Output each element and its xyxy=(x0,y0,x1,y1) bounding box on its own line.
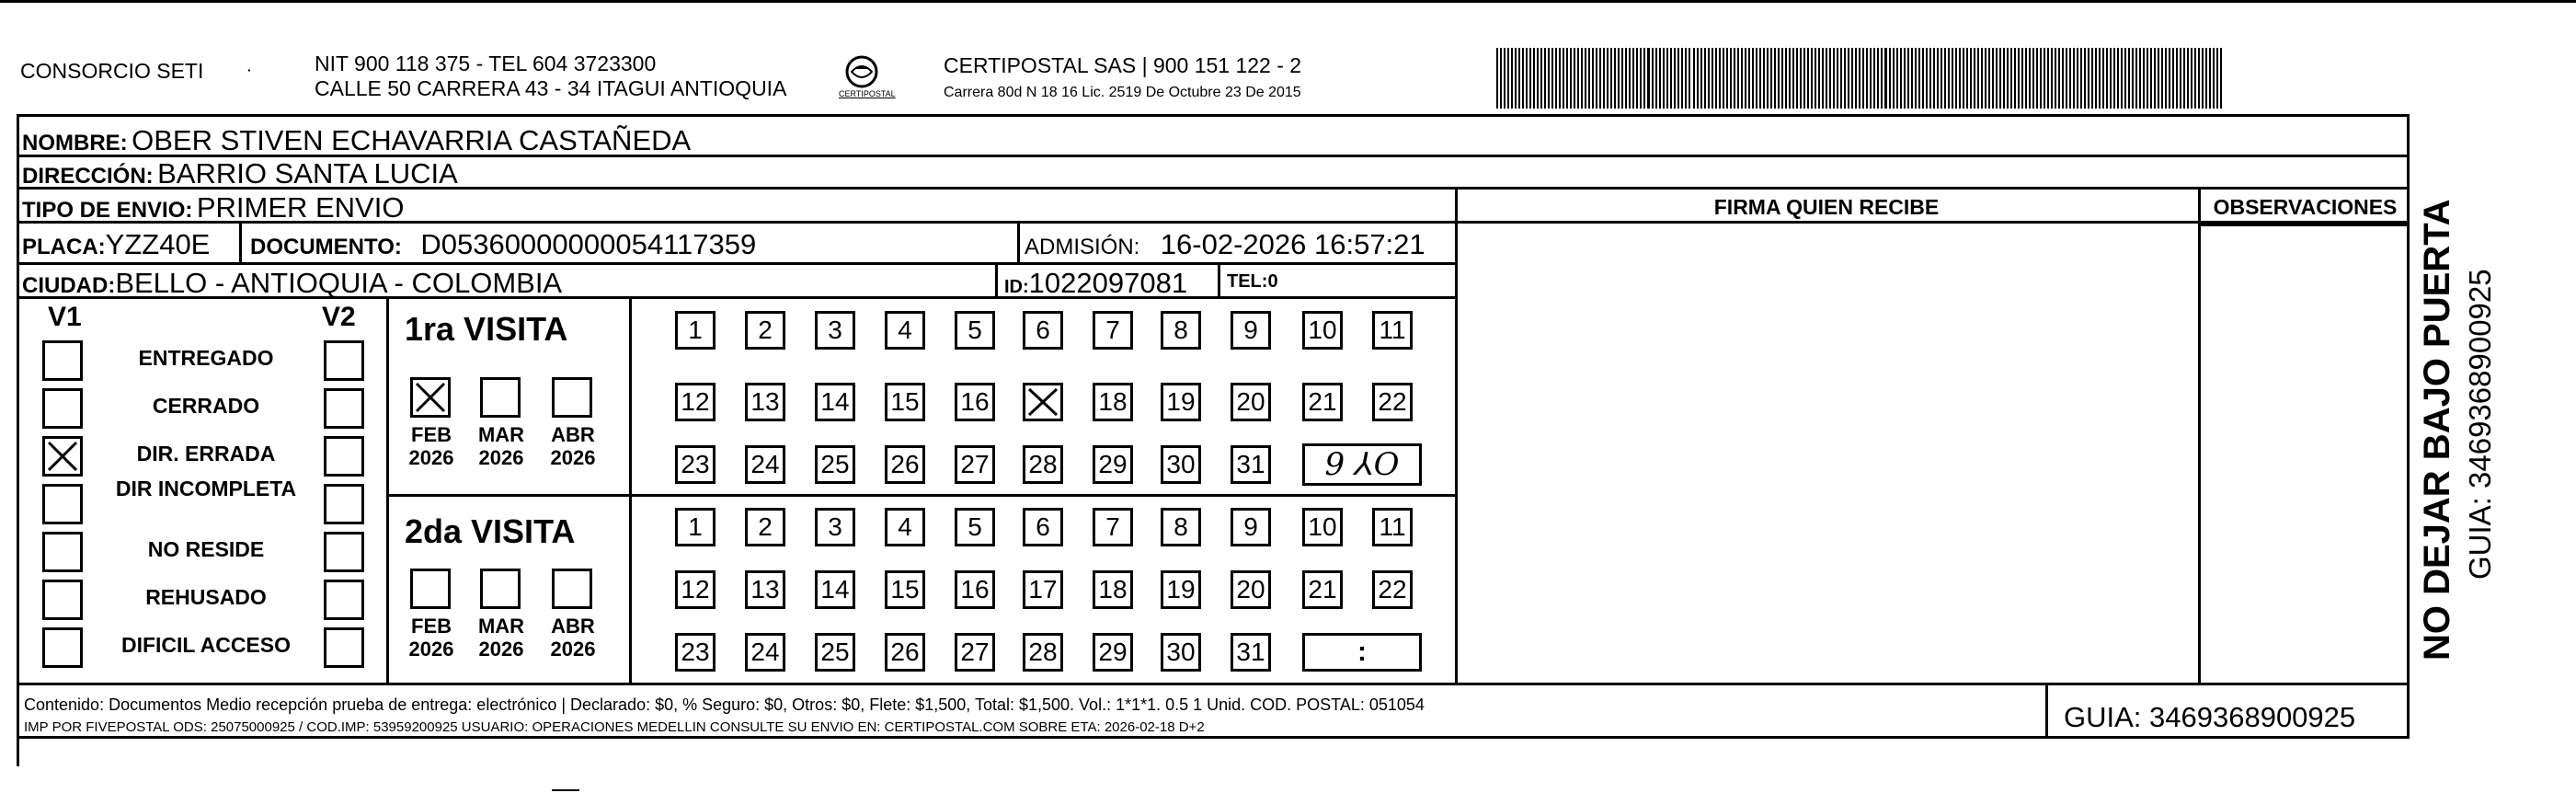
day-box[interactable]: 8 xyxy=(1161,311,1201,350)
status-label: DIR INCOMPLETA xyxy=(115,477,297,500)
day-box[interactable]: 16 xyxy=(955,570,995,609)
v2-label: V2 xyxy=(322,302,356,332)
day-box[interactable]: 25 xyxy=(815,633,855,672)
day-box[interactable]: 18 xyxy=(1093,383,1133,421)
tipo-row xyxy=(22,193,404,222)
observaciones-label: OBSERVACIONES xyxy=(2213,195,2398,219)
ciudad-value: BELLO - ANTIOQUIA - COLOMBIA xyxy=(115,267,563,299)
tipo-label: TIPO DE ENVIO: xyxy=(22,198,193,223)
day-box[interactable]: 23 xyxy=(675,633,716,672)
status-label: CERRADO xyxy=(152,394,260,418)
address-line: CALLE 50 CARRERA 43 - 34 ITAGUI ANTIOQUIA xyxy=(315,76,787,100)
month-label: MAR 2026 xyxy=(477,423,525,470)
day-box[interactable]: 7 xyxy=(1093,311,1133,350)
side-guia: GUIA: 3469368900925 xyxy=(2463,269,2497,580)
day-box[interactable]: 17 xyxy=(1023,570,1063,609)
v2-checkbox[interactable] xyxy=(324,532,364,572)
placa-label: PLACA: xyxy=(22,235,106,259)
day-box[interactable]: 6 xyxy=(1023,311,1063,350)
status-label: DIR. ERRADA xyxy=(136,442,276,465)
day-box[interactable]: 22 xyxy=(1372,570,1413,609)
admision-label: ADMISIÓN: xyxy=(1025,235,1140,259)
day-box[interactable]: 20 xyxy=(1231,570,1271,609)
day-box[interactable]: 31 xyxy=(1231,633,1271,672)
v2-checkbox[interactable] xyxy=(324,340,364,381)
month-checkbox[interactable] xyxy=(552,377,592,418)
day-box[interactable]: 9 xyxy=(1231,311,1271,350)
day-box[interactable]: 19 xyxy=(1161,570,1201,609)
day-box[interactable]: 10 xyxy=(1302,311,1343,350)
day-box[interactable]: 19 xyxy=(1161,383,1201,421)
day-box[interactable]: 12 xyxy=(675,383,716,421)
day-box[interactable]: 15 xyxy=(885,570,925,609)
v1-checkbox[interactable] xyxy=(42,580,83,620)
status-label: DIFICIL ACCESO xyxy=(120,633,291,657)
day-box[interactable]: 13 xyxy=(745,383,785,421)
day-box[interactable]: 13 xyxy=(745,570,785,609)
company-name: CONSORCIO SETI xyxy=(20,59,204,83)
day-box[interactable]: 31 xyxy=(1231,445,1271,484)
day-box[interactable]: 3 xyxy=(815,508,855,546)
v1-checkbox[interactable] xyxy=(42,532,83,572)
day-box[interactable]: 29 xyxy=(1093,445,1133,484)
day-box[interactable]: 7 xyxy=(1093,508,1133,546)
v2-checkbox[interactable] xyxy=(324,388,364,429)
day-box[interactable]: 4 xyxy=(885,311,925,350)
tel-value: 0 xyxy=(1267,271,1278,292)
day-box[interactable]: 21 xyxy=(1302,570,1343,609)
top-border xyxy=(0,0,2576,3)
day-box[interactable]: 24 xyxy=(745,445,785,484)
day-box[interactable]: 6 xyxy=(1023,508,1063,546)
day-box[interactable]: 20 xyxy=(1231,383,1271,421)
license-line: Carrera 80d N 18 16 Lic. 2519 De Octubre 23 De 2015 xyxy=(944,85,1301,100)
status-label: REHUSADO xyxy=(145,585,267,609)
month-label: ABR 2026 xyxy=(550,423,596,470)
status-label: ENTREGADO xyxy=(138,346,274,370)
day-box[interactable]: 8 xyxy=(1161,508,1201,546)
tel-field xyxy=(1227,272,1278,291)
v1-checkbox[interactable] xyxy=(42,484,83,524)
day-box[interactable] xyxy=(1023,383,1063,421)
id-field xyxy=(1004,269,1187,297)
day-box[interactable]: 30 xyxy=(1161,633,1201,672)
month-checkbox[interactable] xyxy=(552,569,592,609)
month-label: FEB 2026 xyxy=(408,423,454,470)
day-box[interactable]: 22 xyxy=(1372,383,1413,421)
contenido-line: Contenido: Documentos Medio recepción prueba de entrega: electrónico | Declarado: $0, % Seguro: $0, Otros: $0, Flete: $1,500, Total: $1,500. Vol.: 1*1*1. 0.5 1 Unid. COD. POSTAL: 051054 xyxy=(24,695,1425,714)
day-box[interactable]: 10 xyxy=(1302,508,1343,546)
day-box[interactable]: 25 xyxy=(815,445,855,484)
day-box[interactable]: 24 xyxy=(745,633,785,672)
day-box[interactable]: 23 xyxy=(675,445,716,484)
month-label: FEB 2026 xyxy=(408,615,454,661)
nombre-value: OBER STIVEN ECHAVARRIA CASTAÑEDA xyxy=(132,124,692,156)
tel-label: TEL: xyxy=(1227,271,1268,292)
documento-label: DOCUMENTO: xyxy=(250,235,402,259)
day-box[interactable]: 11 xyxy=(1372,311,1413,350)
ciudad-field xyxy=(22,269,562,297)
day-box[interactable]: 15 xyxy=(885,383,925,421)
nombre-label: NOMBRE: xyxy=(22,131,128,155)
day-box[interactable]: 21 xyxy=(1302,383,1343,421)
footer-guia: GUIA: 3469368900925 xyxy=(2064,701,2356,733)
day-box[interactable]: 27 xyxy=(955,633,995,672)
direccion-value: BARRIO SANTA LUCIA xyxy=(157,157,458,190)
day-box[interactable]: 9 xyxy=(1231,508,1271,546)
nombre-row xyxy=(22,126,691,155)
day-box[interactable]: 3 xyxy=(815,311,855,350)
month-checkbox[interactable] xyxy=(410,569,451,609)
day-box[interactable]: 11 xyxy=(1372,508,1413,546)
day-box[interactable]: 26 xyxy=(885,445,925,484)
status-label: NO RESIDE xyxy=(147,537,265,561)
day-box[interactable]: 14 xyxy=(815,383,855,421)
day-box[interactable]: 1 xyxy=(675,508,716,546)
second-visit-label: 2da VISITA xyxy=(405,512,576,550)
v2-checkbox[interactable] xyxy=(324,580,364,620)
day-box[interactable]: 5 xyxy=(955,311,995,350)
day-box[interactable]: 14 xyxy=(815,570,855,609)
day-box[interactable]: 2 xyxy=(745,508,785,546)
placa-value: YZZ40E xyxy=(105,228,211,260)
v1-checkbox[interactable] xyxy=(42,627,83,668)
day-box[interactable]: 18 xyxy=(1093,570,1133,609)
month-checkbox[interactable] xyxy=(480,569,521,609)
v2-checkbox[interactable] xyxy=(324,627,364,668)
first-visit-time[interactable]: 9 ⅄O xyxy=(1302,443,1422,486)
admision-value: 16-02-2026 16:57:21 xyxy=(1160,228,1425,260)
first-visit-label: 1ra VISITA xyxy=(405,310,568,348)
ciudad-label: CIUDAD: xyxy=(22,273,116,298)
month-label: ABR 2026 xyxy=(550,615,596,661)
day-box[interactable]: 27 xyxy=(955,445,995,484)
day-box[interactable]: 12 xyxy=(675,570,716,609)
imp-line: IMP POR FIVEPOSTAL ODS: 25075000925 / COD.IMP: 53959200925 USUARIO: OPERACIONES MEDELLIN CONSULTE SU ENVIO EN: CERTIPOSTAL.COM SOBRE ETA: 2026-02-18 D+2 xyxy=(24,719,1205,735)
day-box[interactable]: 4 xyxy=(885,508,925,546)
v2-checkbox[interactable] xyxy=(324,436,364,477)
direccion-row xyxy=(22,159,458,188)
day-box[interactable]: 26 xyxy=(885,633,925,672)
v1-label: V1 xyxy=(48,302,82,332)
month-checkbox[interactable] xyxy=(480,377,521,418)
v2-checkbox[interactable] xyxy=(324,484,364,524)
second-visit-time[interactable]: : xyxy=(1302,633,1422,672)
header-mark: ˙ xyxy=(246,66,254,91)
documento-field xyxy=(250,230,756,259)
v1-checkbox[interactable] xyxy=(42,436,83,477)
certipostal-logo xyxy=(839,52,903,105)
day-box[interactable]: 28 xyxy=(1023,445,1063,484)
day-box[interactable]: 2 xyxy=(745,311,785,350)
day-box[interactable]: 30 xyxy=(1161,445,1201,484)
placa-field xyxy=(22,230,210,259)
certipostal-line: CERTIPOSTAL SAS | 900 151 122 - 2 xyxy=(944,53,1302,77)
id-value: 1022097081 xyxy=(1028,267,1188,299)
month-checkbox[interactable] xyxy=(410,377,451,418)
day-box[interactable]: 5 xyxy=(955,508,995,546)
day-box[interactable]: 1 xyxy=(675,311,716,350)
v1-checkbox[interactable] xyxy=(42,340,83,381)
v1-checkbox[interactable] xyxy=(42,388,83,429)
barcode xyxy=(1496,48,2223,109)
month-label: MAR 2026 xyxy=(477,615,525,661)
logo-text: CERTIPOSTAL xyxy=(839,89,896,98)
no-dejar-bajo-puerta: NO DEJAR BAJO PUERTA xyxy=(2417,199,2457,661)
id-label: ID: xyxy=(1004,277,1029,297)
firma-label: FIRMA QUIEN RECIBE xyxy=(1713,195,1940,219)
admision-field xyxy=(1025,230,1425,259)
documento-value: D05360000000054117359 xyxy=(420,228,757,260)
tipo-value: PRIMER ENVIO xyxy=(196,191,405,224)
day-box[interactable]: 28 xyxy=(1023,633,1063,672)
direccion-label: DIRECCIÓN: xyxy=(22,164,154,189)
day-box[interactable]: 29 xyxy=(1093,633,1133,672)
day-box[interactable]: 16 xyxy=(955,383,995,421)
nit-line: NIT 900 118 375 - TEL 604 3723300 xyxy=(315,52,657,75)
